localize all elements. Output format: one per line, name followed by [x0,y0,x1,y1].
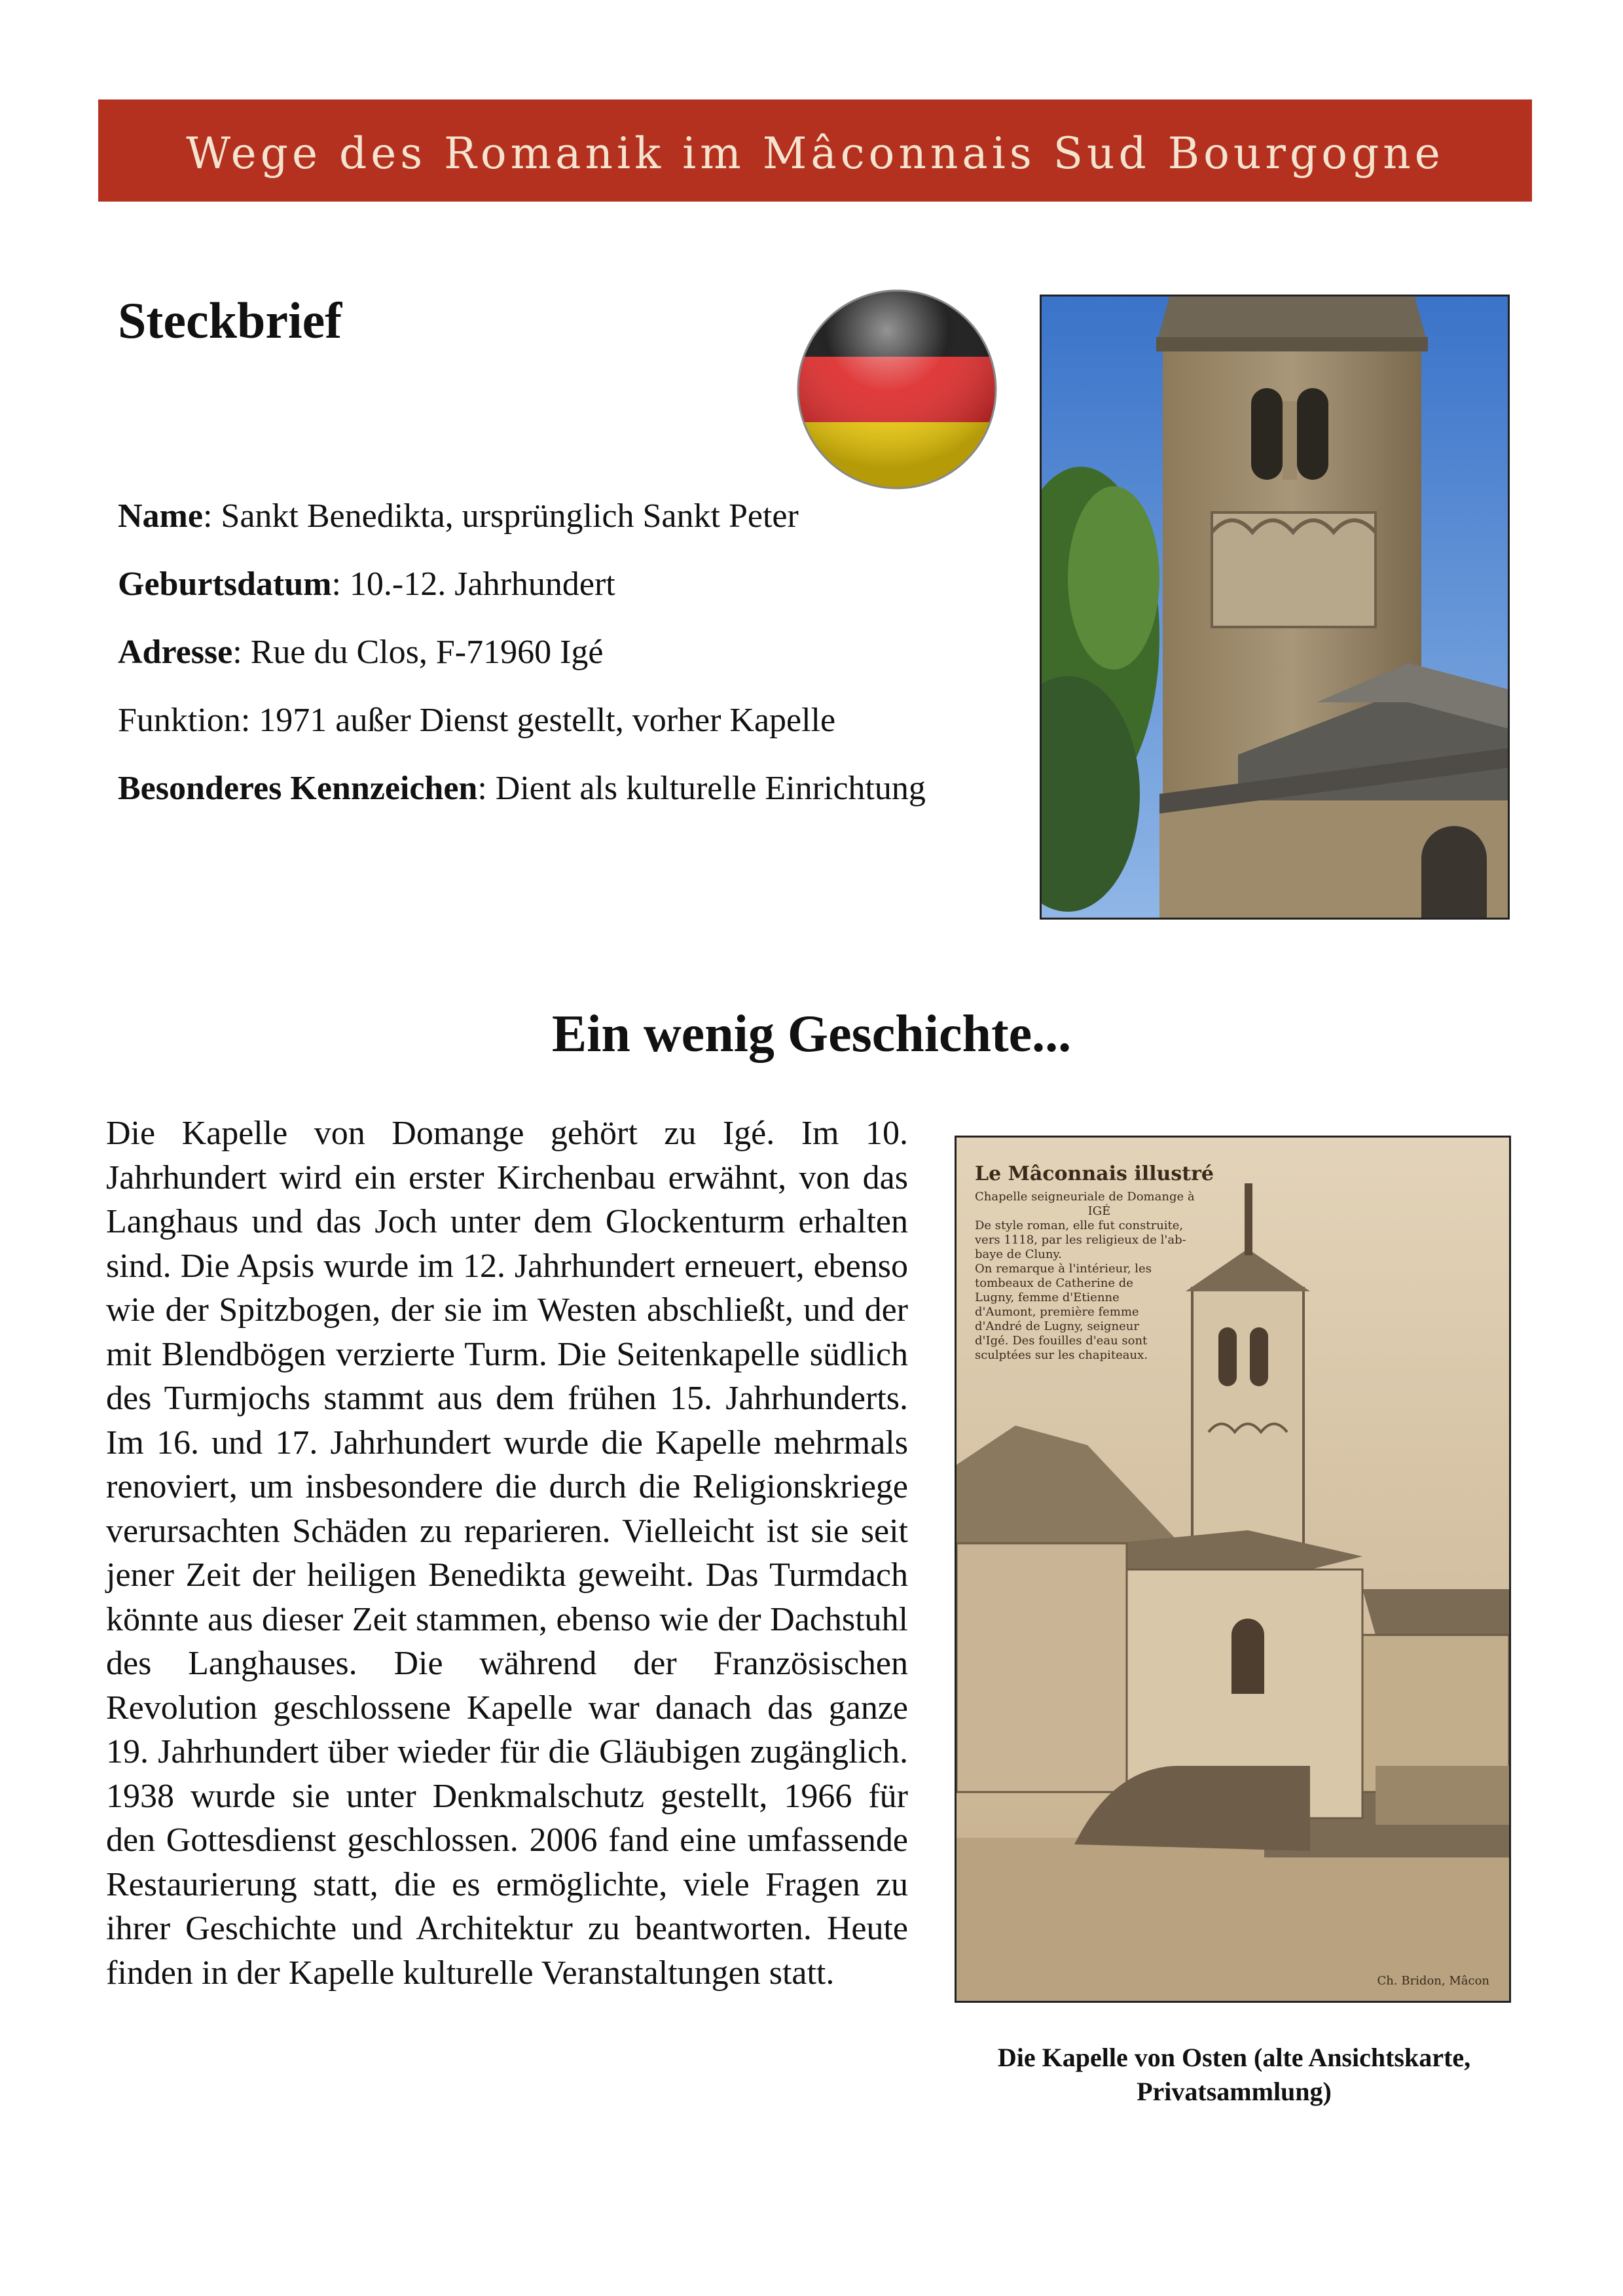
postcard-line: d'Igé. Des fouilles d'eau sont [975,1334,1148,1348]
postcard-line: baye de Cluny. [975,1247,1062,1261]
fact-funktion: Funktion: 1971 außer Dienst gestellt, vorher Kapelle [118,702,836,739]
postcard-line: On remarque à l'intérieur, les [975,1262,1152,1276]
postcard-line: IGÉ [1087,1204,1111,1218]
tower-photo [1040,295,1510,920]
postcard-line: d'André de Lugny, seigneur [975,1319,1139,1333]
postcard-line: De style roman, elle fut construite, [975,1219,1184,1232]
postcard-image [955,1136,1511,2003]
postcard-credit: Ch. Bridon, Mâcon [1377,1974,1489,1988]
postcard-line: sculptées sur les chapiteaux. [975,1348,1148,1362]
fact-geburtsdatum [118,562,982,607]
adresse-value: : Rue du Clos, F-71960 Igé [232,634,604,671]
postcard-line: vers 1118, par les religieux de l'ab- [975,1233,1186,1247]
adresse-label: Adresse [118,634,233,671]
fact-name [118,494,982,539]
geburtsdatum-value: : 10.-12. Jahrhundert [331,565,615,603]
postcard-text-block [975,1190,1224,1363]
postcard-line: d'Aumont, première femme [975,1305,1139,1319]
banner-title: Wege des Romanik im Mâconnais Sud Bourgogne [186,128,1444,179]
steckbrief-title: Steckbrief [118,292,342,349]
germany-flag-icon [795,288,998,491]
steckbrief-facts [118,494,982,834]
name-label: Name [118,497,203,535]
postcard-header: Le Mâconnais illustré [975,1162,1214,1185]
postcard-caption: Die Kapelle von Osten (alte Ansichtskarte, Privatsammlung) [997,2043,1471,2106]
postcard-line: tombeaux de Catherine de [975,1276,1133,1290]
geburtsdatum-label: Geburtsdatum [118,565,332,603]
kennzeichen-label: Besonderes Kennzeichen [118,770,478,807]
postcard-line: Lugny, femme d'Etienne [975,1291,1120,1304]
fact-kennzeichen [118,766,982,811]
kennzeichen-value: : Dient als kulturelle Einrichtung [477,770,926,807]
history-body: Die Kapelle von Domange gehört zu Igé. Im 10. Jahrhundert wird ein erster Kirchenbau erwähnt, von das Langhaus und das Joch unter dem Glockenturm erhalten sind. Die Apsis wurde im 12. Jahrhundert erneuert, ebenso wie der Spitzbogen, der sie im Westen abschließt, und der mit Blendbögen verzierte Turm. Die Seitenkapelle südlich des Turmjochs stammt aus dem frühen 15. Jahrhunderts. Im 16. und 17. Jahrhundert wurde die Kapelle mehrmals renoviert, um insbesondere die durch die Religionskriege verursachten Schäden zu reparieren. Vielleicht ist sie seit jener Zeit der heiligen Benedikta geweiht. Das Turmdach könnte aus dieser Zeit stammen, ebenso wie der Dachstuhl des Langhauses. Die während der Französischen Revolution geschlossene Kapelle war danach das ganze 19. Jahrhundert über wieder für die Gläubigen zugänglich. 1938 wurde sie unter Denkmalschutz gestellt, 1966 für den Gottesdienst geschlossen. 2006 fand eine umfassende Restaurierung statt, die es ermöglichte, viele Fragen zu ihrer Geschichte und Architektur zu beantworten. Heute finden in der Kapelle kulturelle Veranstaltungen statt. [106,1115,908,1992]
postcard-line: Chapelle seigneuriale de Domange à [975,1190,1195,1204]
header-banner [98,99,1532,202]
history-title: Ein wenig Geschichte... [551,1005,1072,1063]
fact-adresse [118,630,982,675]
name-value: : Sankt Benedikta, ursprünglich Sankt Peter [202,497,799,535]
